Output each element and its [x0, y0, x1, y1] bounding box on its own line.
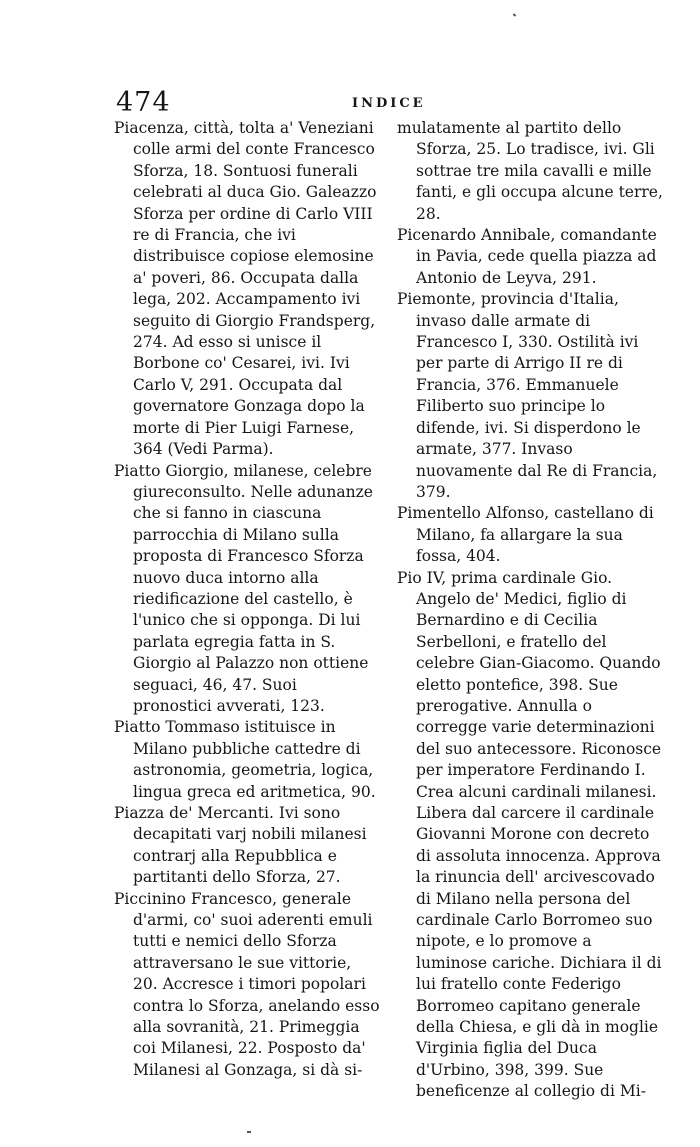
entry-head: Piatto Giorgio, — [114, 461, 229, 480]
entry-text: città, tolta a' Veneziani colle armi del conte Francesco Sforza, 18. Sontuosi funerali celebrati al duca Gio. Galeazzo Sforza per ordine di Carlo VIII re di Francia, che ivi distribuisce copiose elemosine a' poveri, 86. Occupata dalla lega, 202. Accampamento ivi seguito di Giorgio Frandsperg, 274. Ad esso si unisce il Borbone co' Cesarei, ivi. Ivi Carlo V, 291. Occupata dal governatore Gonzaga dopo la morte di Pier Luigi Farnese, 364 (Vedi Parma). — [133, 119, 377, 459]
index-entry-piatto-giorgio — [114, 461, 380, 718]
running-head: INDICE — [352, 96, 426, 111]
entry-text: generale d'armi, co' suoi aderenti emuli tutti e nemici dello Sforza attraversano le sue vittorie, 20. Accresce i timori popolari contra lo Sforza, anelando esso alla sovranità, 21. Primeggia coi Milanesi, 22. Posposto da' Milanesi al Gonzaga, si dà si- — [133, 889, 380, 1079]
print-speck — [513, 13, 517, 17]
entry-head: Piccinino Francesco, — [114, 889, 278, 908]
index-entry-piazza-mercanti — [114, 803, 380, 889]
page-header — [116, 88, 672, 122]
entry-head: Piemonte, — [397, 290, 476, 309]
entry-text: milanese, celebre giureconsulto. Nelle adunanze che si fanno in ciascuna parrocchia di Milano sulla proposta di Francesco Sforza nuovo duca intorno alla riedificazione del castello, è l'unico che si opponga. Di lui parlata egregia fatta in S. Giorgio al Palazzo non ottiene seguaci, 46, 47. Suoi pronostici avverati, 123. — [133, 461, 373, 715]
entry-text: castellano di Milano, fa allargare la sua fossa, 404. — [416, 504, 654, 566]
entry-text: mulatamente al partito dello Sforza, 25. Lo tradisce, ivi. Gli sottrae tre mila cavalli e mille fanti, e gli occupa alcune terre, 28. — [397, 119, 663, 223]
index-column-right — [397, 118, 663, 1103]
print-speck — [247, 1131, 251, 1133]
entry-head: Pimentello Alfonso, — [397, 504, 550, 523]
index-entry-pio-iv — [397, 568, 663, 1103]
index-column-left — [114, 118, 380, 1081]
entry-head: Piacenza, — [114, 119, 189, 137]
index-entry-picenardo — [397, 225, 663, 289]
entry-text: Ivi sono decapitati varj nobili milanesi contrarj alla Repubblica e partitanti dello Sforza, 27. — [133, 804, 367, 887]
entry-head: Piatto Tommaso — [114, 718, 240, 737]
entry-text: comandante in Pavia, cede quella piazza ad Antonio de Leyva, 291. — [416, 226, 657, 287]
entry-text: provincia d'Italia, invaso dalle armate di Francesco I, 330. Ostilità ivi per parte di Arrigo II re di Francia, 376. Emmanuele Filiberto suo principe lo difende, ivi. Si disperdono le armate, 377. Invaso nuovamente dal Re di Francia, 379. — [416, 290, 658, 501]
entry-head: Piazza de' Mercanti. — [114, 804, 274, 822]
index-entry-piccinino — [114, 889, 380, 1082]
index-entry-pimentello — [397, 503, 663, 567]
entry-text: prima cardinale Gio. Angelo de' Medici, figlio di Bernardino e di Cecilia Serbelloni, e fratello del celebre Gian-Giacomo. Quando eletto pontefice, 398. Sue prerogative. Annulla o corregge varie determinazioni del suo antecessore. Riconosce per imperatore Ferdinando I. Crea alcuni cardinali milanesi. Libera dal carcere il cardinale Giovanni Morone con decreto di assoluta innocenza. Approva la rinuncia dell' arcivescovado di Milano nella persona del cardinale Carlo Borromeo suo nipote, e lo promove a luminose cariche. Dichiara il di lui fratello conte Federigo Borromeo capitano generale della Chiesa, e gli dà in moglie Virginia figlia del Duca d'Urbino, 398, 399. Sue beneficenze al collegio di Mi- — [416, 568, 662, 1101]
index-entry-continuation — [397, 118, 663, 225]
page-number: 474 — [116, 87, 171, 118]
index-entry-piatto-tommaso — [114, 717, 380, 803]
entry-head: Pio IV, — [397, 568, 447, 587]
index-entry-piacenza — [114, 118, 380, 461]
entry-head: Picenardo Annibale, — [397, 226, 556, 245]
entry-text: istituisce in Milano pubbliche cattedre di astronomia, geometria, logica, lingua greca ed aritmetica, 90. — [133, 718, 376, 801]
index-entry-piemonte — [397, 289, 663, 503]
